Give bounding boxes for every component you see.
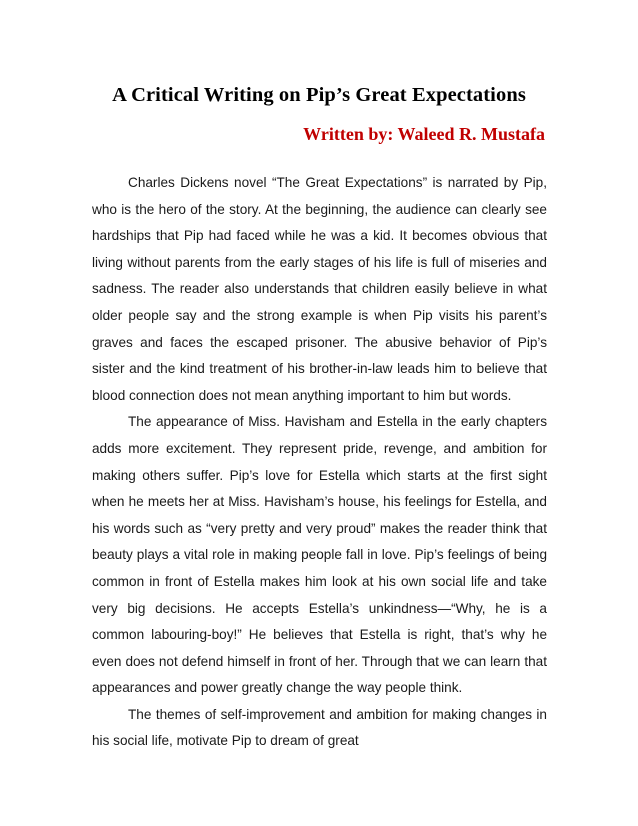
document-body — [92, 170, 547, 755]
paragraph-1: Charles Dickens novel “The Great Expectations” is narrated by Pip, who is the hero of the story. At the beginning, the audience can clearly see hardships that Pip had faced while he was a kid. It becomes obvious that living without parents from the early stages of his life is full of miseries and sadness. The reader also understands that children easily believe in what older people say and the strong example is when Pip visits his parent’s graves and faces the escaped prisoner. The abusive behavior of Pip’s sister and the kind treatment of his brother-in-law leads him to believe that blood connection does not mean anything important to him but words. — [92, 175, 547, 403]
paragraph-2: The appearance of Miss. Havisham and Estella in the early chapters adds more excitement. They represent pride, revenge, and ambition for making others suffer. Pip’s love for Estella which starts at the first sight when he meets her at Miss. Havisham’s house, his feelings for Estella, and his words such as “very pretty and very proud” makes the reader think that beauty plays a vital role in making people fall in love. Pip’s feelings of being common in front of Estella makes him look at his own social life and take very big decisions. He accepts Estella’s unkindness—“Why, he is a common labouring-boy!” He believes that Estella is right, that’s why he even does not defend himself in front of her. Through that we can learn that appearances and power greatly change the way people think. — [92, 414, 547, 696]
document-title: A Critical Writing on Pip’s Great Expectations — [112, 84, 526, 106]
author-byline: Written by: Waleed R. Mustafa — [303, 124, 545, 144]
paragraph-3: The themes of self-improvement and ambition for making changes in his social life, motivate Pip to dream of great — [92, 706, 547, 749]
